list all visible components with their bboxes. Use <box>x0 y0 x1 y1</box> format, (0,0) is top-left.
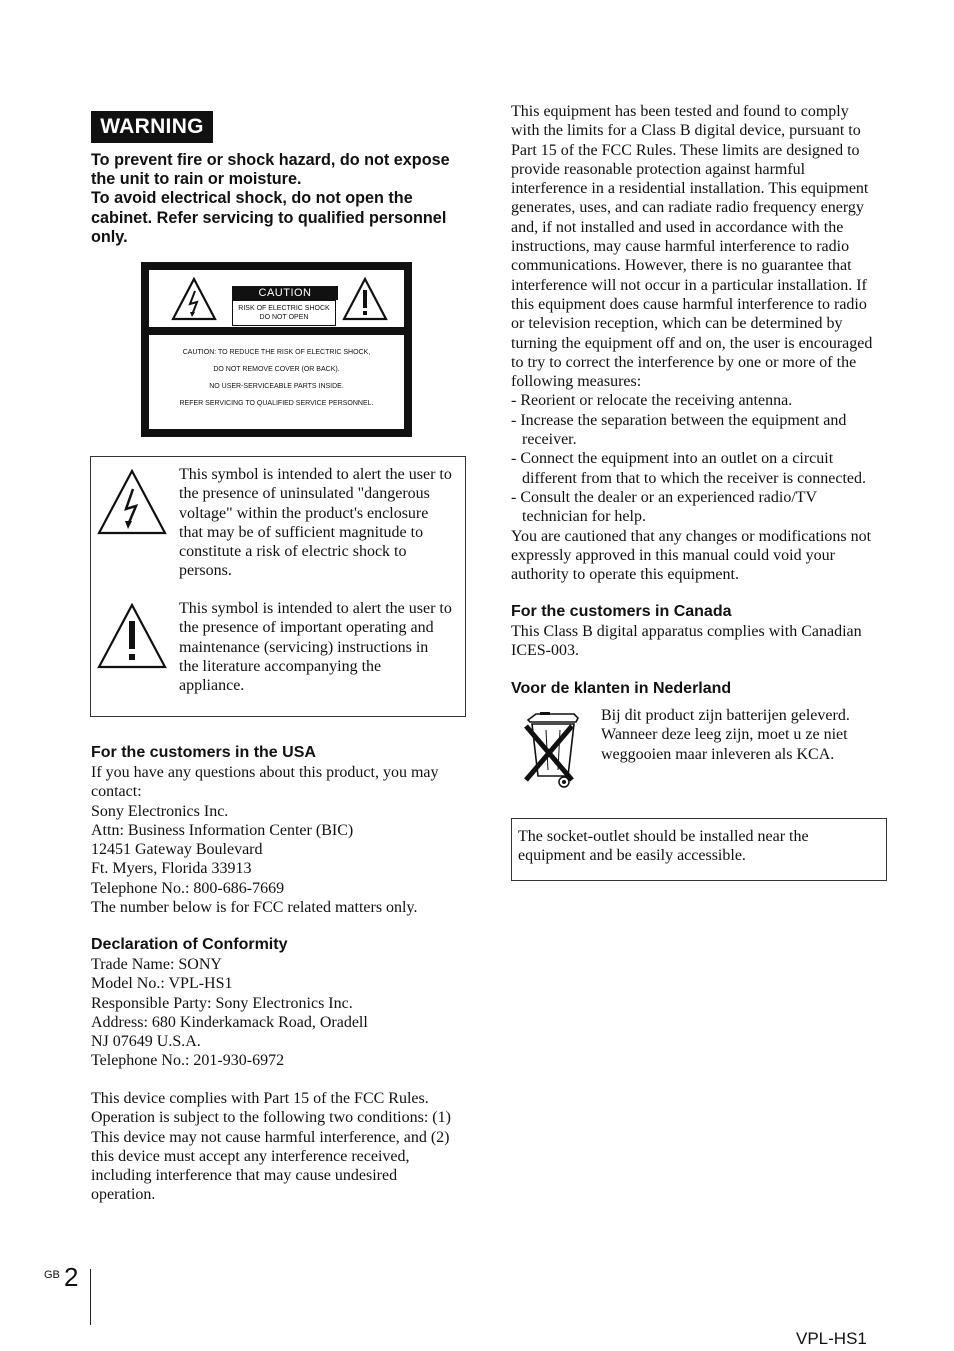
notice-line: or television reception, which can be determined by <box>511 315 843 333</box>
lightning-symbol-description <box>179 465 469 581</box>
caution-label-lower <box>149 335 404 429</box>
caution-title: CAUTION <box>232 286 338 300</box>
socket-outlet-note-box <box>511 818 887 881</box>
fcc-line: including interference that may cause undesired <box>91 1167 398 1185</box>
description-line: the presence of important operating and <box>179 619 434 637</box>
notice-line: turning the equipment off and on, the user is encouraged <box>511 334 873 352</box>
usa-line: If you have any questions about this product, you may <box>91 764 439 781</box>
caution-line: authority to operate this equipment. <box>511 566 739 584</box>
description-line: appliance. <box>179 677 245 695</box>
measure-item-continued: receiver. <box>522 431 577 449</box>
caution-text-line: REFER SERVICING TO QUALIFIED SERVICE PERSONNEL. <box>179 400 374 407</box>
socket-note-line: equipment and be easily accessible. <box>518 847 746 865</box>
canada-section <box>511 602 891 661</box>
fcc-line: Operation is subject to the following two conditions: (1) <box>91 1109 451 1127</box>
caution-line: You are cautioned that any changes or modifications not <box>511 527 872 545</box>
notice-line: interference will not occur in a particular installation. If <box>511 276 867 294</box>
caution-risk-line: DO NOT OPEN <box>259 313 309 321</box>
model-name: VPL-HS1 <box>796 1329 867 1348</box>
caution-risk-line: RISK OF ELECTRIC SHOCK <box>238 305 330 312</box>
notice-line: This equipment has been tested and found to comply <box>511 103 849 120</box>
lightning-warning-icon <box>97 469 167 535</box>
section-heading: Voor de klanten in Nederland <box>511 680 732 697</box>
conformity-line: Model No.: VPL-HS1 <box>91 975 233 993</box>
warning-line: only. <box>91 227 128 246</box>
netherlands-line: Bij dit product zijn batterijen geleverd. <box>601 707 850 724</box>
description-line: This symbol is intended to alert the user to <box>179 600 452 617</box>
description-line: that may be of sufficient magnitude to <box>179 523 424 541</box>
warning-heading: WARNING <box>91 111 213 143</box>
crossed-out-bin-icon <box>516 710 584 790</box>
socket-outlet-note <box>518 827 809 866</box>
caution-text-line: CAUTION: TO REDUCE THE RISK OF ELECTRIC SHOCK, <box>182 349 371 356</box>
notice-line: this equipment does cause harmful interference to radio <box>511 295 867 313</box>
description-line: maintenance (servicing) instructions in <box>179 638 429 656</box>
conformity-section <box>91 935 471 1071</box>
caution-label-illustration <box>141 262 412 437</box>
section-heading: For the customers in the USA <box>91 744 316 761</box>
socket-note-line: The socket-outlet should be installed near the <box>518 828 809 845</box>
canada-line: ICES-003. <box>511 642 579 660</box>
conformity-line: Telephone No.: 201-930-6972 <box>91 1052 285 1070</box>
usa-line: 12451 Gateway Boulevard <box>91 841 263 859</box>
canada-line: This Class B digital apparatus complies with Canadian <box>511 623 862 640</box>
description-line: persons. <box>179 562 232 580</box>
conformity-line: Responsible Party: Sony Electronics Inc. <box>91 994 353 1012</box>
notice-line: provide reasonable protection against harmful <box>511 160 806 178</box>
fcc-notice <box>511 102 891 584</box>
fcc-compliance-paragraph <box>91 1089 471 1205</box>
description-line: voltage" within the product's enclosure <box>179 504 429 522</box>
netherlands-line: weggooien maar inleveren als KCA. <box>601 745 835 763</box>
fcc-line: operation. <box>91 1186 156 1204</box>
symbol-explanation-box <box>90 456 466 717</box>
description-line: This symbol is intended to alert the user to <box>179 466 452 483</box>
warning-line: To prevent fire or shock hazard, do not expose <box>91 151 450 169</box>
description-line: the literature accompanying the <box>179 657 382 675</box>
usa-section <box>91 743 471 917</box>
exclamation-warning-icon <box>97 603 167 669</box>
fcc-line: This device complies with Part 15 of the FCC Rules. <box>91 1090 429 1107</box>
section-heading: Declaration of Conformity <box>91 936 288 953</box>
region-code: GB <box>44 1269 60 1281</box>
netherlands-line: Wanneer deze leeg zijn, moet u ze niet <box>601 726 848 744</box>
usa-line: Attn: Business Information Center (BIC) <box>91 821 354 839</box>
page-number: 2 <box>64 1262 79 1292</box>
lightning-warning-icon <box>171 277 217 321</box>
measure-item-continued: technician for help. <box>522 508 646 526</box>
usa-line: Sony Electronics Inc. <box>91 802 229 820</box>
warning-line: To avoid electrical shock, do not open the <box>91 189 413 208</box>
usa-line: contact: <box>91 783 142 801</box>
usa-line: The number below is for FCC related matters only. <box>91 899 418 917</box>
warning-text <box>91 151 471 247</box>
caution-line: expressly approved in this manual could void your <box>511 546 835 564</box>
notice-line: generates, uses, and can radiate radio frequency energy <box>511 199 864 217</box>
warning-line: cabinet. Refer servicing to qualified personnel <box>91 208 447 227</box>
conformity-line: Address: 680 Kinderkamack Road, Oradell <box>91 1013 368 1031</box>
notice-line: to try to correct the interference by one or more of the <box>511 353 857 371</box>
notice-line: interference in a residential installation. This equipment <box>511 180 869 198</box>
notice-line: Part 15 of the FCC Rules. These limits are designed to <box>511 141 860 159</box>
description-line: the presence of uninsulated "dangerous <box>179 485 430 503</box>
section-heading: For the customers in Canada <box>511 603 732 620</box>
usa-line: Ft. Myers, Florida 33913 <box>91 860 252 878</box>
conformity-line: NJ 07649 U.S.A. <box>91 1033 201 1051</box>
fcc-line: This device may not cause harmful interference, and (2) <box>91 1128 450 1146</box>
exclamation-warning-icon <box>342 277 388 321</box>
netherlands-text <box>601 706 901 764</box>
measure-item: - Increase the separation between the equipment and <box>511 411 847 429</box>
exclamation-symbol-description <box>179 599 469 695</box>
measure-item: - Reorient or relocate the receiving antenna. <box>511 392 793 410</box>
notice-line: and, if not installed and used in accordance with the <box>511 218 844 236</box>
caution-text-line: NO USER-SERVICEABLE PARTS INSIDE. <box>209 383 344 390</box>
caution-risk-box <box>232 300 336 326</box>
description-line: constitute a risk of electric shock to <box>179 543 407 561</box>
caution-text-line: DO NOT REMOVE COVER (OR BACK). <box>213 366 340 373</box>
warning-line: the unit to rain or moisture. <box>91 170 302 189</box>
usa-line: Telephone No.: 800-686-7669 <box>91 879 285 897</box>
measure-item: - Consult the dealer or an experienced radio/TV <box>511 488 818 506</box>
notice-line: following measures: <box>511 373 642 391</box>
measure-item-continued: different from that to which the receiver is connected. <box>522 469 867 487</box>
fcc-line: this device must accept any interference received, <box>91 1147 410 1165</box>
notice-line: communications. However, there is no guarantee that <box>511 257 852 275</box>
caution-label-upper <box>149 270 404 327</box>
conformity-line: Trade Name: SONY <box>91 956 222 973</box>
notice-line: instructions, may cause harmful interference to radio <box>511 238 850 256</box>
footer-divider <box>90 1269 91 1325</box>
notice-line: with the limits for a Class B digital device, pursuant to <box>511 122 861 140</box>
netherlands-heading-wrap <box>511 679 731 699</box>
measure-item: - Connect the equipment into an outlet on a circuit <box>511 450 834 468</box>
